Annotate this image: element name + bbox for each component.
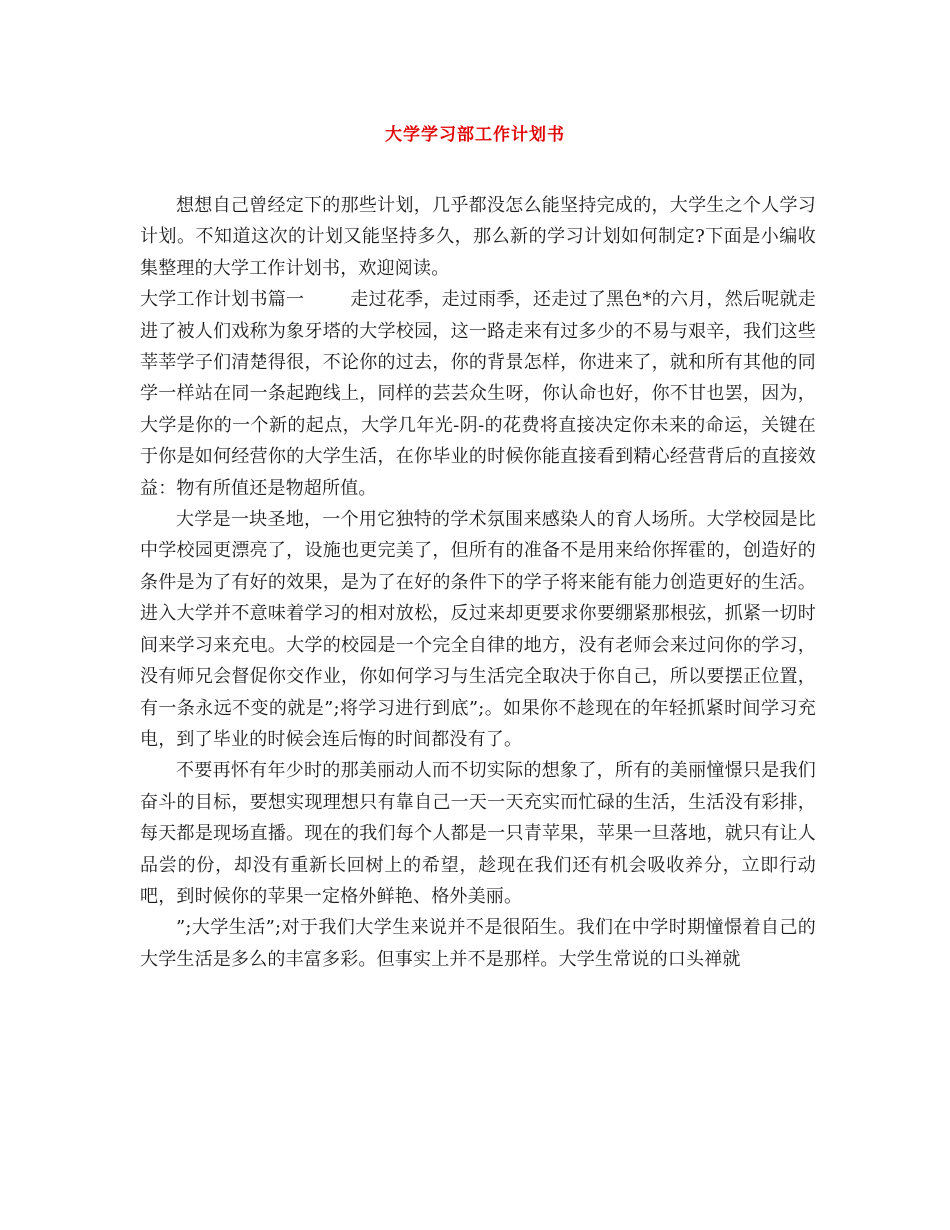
- paragraph-college-life: ”;大学生活”;对于我们大学生来说并不是很陌生。我们在中学时期憧憬着自己的大学生活是多么的丰富多彩。但事实上并不是那样。大学生常说的口头禅就: [140, 917, 816, 970]
- section-heading: 大学工作计划书篇一: [140, 289, 305, 311]
- section-one-text: 走过花季，走过雨季，还走过了黑色*的六月，然后呢就走进了被人们戏称为象牙塔的大学校园，这一路走来有过多少的不易与艰辛，我们这些莘莘学子们清楚得很，不论你的过去，你的背景怎样，你进来了，就和所有其他的同学一样站在同一条起跑线上，同样的芸芸众生呀，你认命也好，你不甘也罢，因为，大学是你的一个新的起点，大学几年光-阴-的花费将直接决定你未来的命运，关键在于你是如何经营你的大学生活，在你毕业的时候你能直接看到精心经营背后的直接效益：物有所值还是物超所值。: [140, 289, 816, 499]
- paragraph-dreams: 不要再怀有年少时的那美丽动人而不切实际的想象了，所有的美丽憧憬只是我们奋斗的目标，要想实现理想只有靠自己一天一天充实而忙碌的生活，生活没有彩排，每天都是现场直播。现在的我们每个人都是一只青苹果，苹果一旦落地，就只有让人品尝的份，却没有重新长回树上的希望，趁现在我们还有机会吸收养分，立即行动吧，到时候你的苹果一定格外鲜艳、格外美丽。: [140, 760, 816, 907]
- paragraph-section-one: [140, 284, 816, 504]
- document-title: 大学学习部工作计划书: [385, 125, 565, 145]
- paragraph-university: 大学是一块圣地，一个用它独特的学术氛围来感染人的育人场所。大学校园是比中学校园更漂亮了，设施也更完美了，但所有的准备不是用来给你挥霍的，创造好的条件是为了有好的效果，是为了在好的条件下的学子将来能有能力创造更好的生活。进入大学并不意味着学习的相对放松，反过来却更要求你要绷紧那根弦，抓紧一切时间来学习来充电。大学的校园是一个完全自律的地方，没有老师会来过问你的学习，没有师兄会督促你交作业，你如何学习与生活完全取决于你自己，所以要摆正位置，有一条永远不变的就是”;将学习进行到底”;。如果你不趁现在的年轻抓紧时间学习充电，到了毕业的时候会连后悔的时间都没有了。: [140, 509, 816, 750]
- paragraph-intro: 想想自己曾经定下的那些计划，几乎都没怎么能坚持完成的，大学生之个人学习计划。不知道这次的计划又能坚持多久，那么新的学习计划如何制定?下面是小编收集整理的大学工作计划书，欢迎阅读。: [140, 195, 816, 279]
- document-body: [140, 190, 816, 975]
